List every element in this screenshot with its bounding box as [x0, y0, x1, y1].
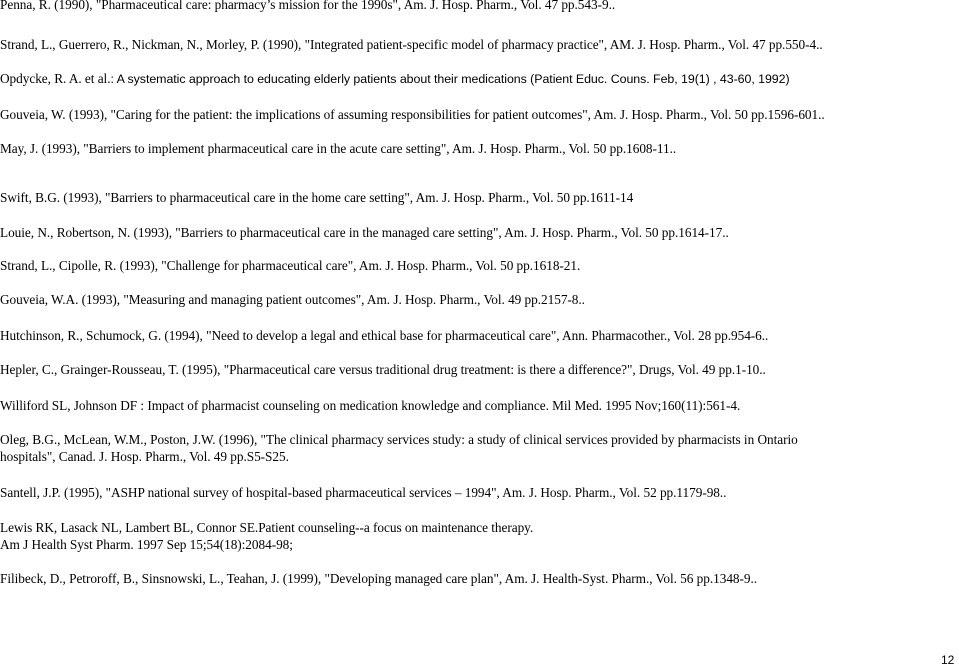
reference-louie-1993 [0, 225, 729, 241]
reference-text: Lewis RK, Lasack NL, Lambert BL, Connor SE.Patient counseling--a focus on maintenance therapy. [0, 520, 534, 535]
reference-opdycke-1992 [0, 71, 790, 87]
reference-text: Am J Health Syst Pharm. 1997 Sep 15;54(18):2084-98; [0, 537, 293, 552]
reference-text: : A systematic approach to educating elderly patients about their medications (Patient Educ. Couns. Feb, 19(1) , 43-60, 1992) [110, 72, 790, 86]
reference-text: Gouveia, W.A. (1993), "Measuring and managing patient outcomes", Am. J. Hosp. Pharm., Vol. 49 pp.2157-8.. [0, 292, 585, 307]
reference-text: Strand, L., Guerrero, R., Nickman, N., Morley, P. (1990), "Integrated patient-specific model of pharmacy practice", AM. J. Hosp. Pharm., Vol. 47 pp.550-4.. [0, 37, 823, 52]
reference-text: Williford SL, Johnson DF : Impact of pharmacist counseling on medication knowledge and compliance. Mil Med. 1995 Nov;160(11):561-4. [0, 398, 741, 413]
reference-hutchinson-1994 [0, 328, 768, 344]
reference-gouveia-1993a [0, 107, 825, 123]
reference-williford-1995 [0, 398, 740, 414]
reference-lewis-1997-line1 [0, 520, 533, 536]
reference-may-1993 [0, 141, 676, 157]
reference-oleg-1996-line2 [0, 449, 289, 465]
reference-text: Hepler, C., Grainger-Rousseau, T. (1995), "Pharmaceutical care versus traditional drug treatment: is there a difference?", Drugs, Vol. 49 pp.1-10.. [0, 362, 766, 377]
reference-filibeck-1999 [0, 571, 757, 587]
reference-text: Hutchinson, R., Schumock, G. (1994), "Need to develop a legal and ethical base for pharmaceutical care", Ann. Pharmacother., Vol. 28 pp.954-6.. [0, 328, 769, 343]
reference-text: Gouveia, W. (1993), "Caring for the patient: the implications of assuming responsibilities for patient outcomes", Am. J. Hosp. Pharm., Vol. 50 pp.1596-601.. [0, 107, 825, 122]
reference-text: Filibeck, D., Petroroff, B., Sinsnowski, L., Teahan, J. (1999), "Developing managed care plan", Am. J. Health-Syst. Pharm., Vol. 56 pp.1348-9.. [0, 571, 758, 586]
reference-text: Louie, N., Robertson, N. (1993), "Barriers to pharmaceutical care in the managed care setting", Am. J. Hosp. Pharm., Vol. 50 pp.1614-17.. [0, 225, 729, 240]
reference-text: Oleg, B.G., McLean, W.M., Poston, J.W. (1996), "The clinical pharmacy services study: a study of clinical services provided by pharmacists in Ontario [0, 432, 798, 447]
page-number: 12 [941, 653, 955, 667]
reference-lewis-1997-line2 [0, 537, 293, 553]
reference-text: Santell, J.P. (1995), "ASHP national survey of hospital-based pharmaceutical services – 1994", Am. J. Hosp. Pharm., Vol. 52 pp.1179-98.. [0, 485, 727, 500]
reference-swift-1993 [0, 190, 633, 206]
reference-strand-1993 [0, 258, 580, 274]
reference-hepler-1995 [0, 362, 766, 378]
reference-text: Penna, R. (1990), "Pharmaceutical care: pharmacy’s mission for the 1990s", Am. J. Hosp. Pharm., Vol. 47 pp.543-9.. [0, 0, 616, 12]
reference-gouveia-1993b [0, 292, 585, 308]
reference-author: Opdycke, R. A. et al. [0, 71, 111, 86]
reference-santell-1995 [0, 485, 726, 501]
reference-text: hospitals", Canad. J. Hosp. Pharm., Vol. 49 pp.S5-S25. [0, 449, 289, 464]
reference-text: Swift, B.G. (1993), "Barriers to pharmaceutical care in the home care setting", Am. J. Hosp. Pharm., Vol. 50 pp.1611-14 [0, 190, 634, 205]
reference-penna-1990 [0, 0, 615, 13]
reference-oleg-1996-line1 [0, 432, 798, 448]
reference-strand-1990 [0, 37, 823, 53]
reference-text: May, J. (1993), "Barriers to implement pharmaceutical care in the acute care setting", Am. J. Hosp. Pharm., Vol. 50 pp.1608-11.. [0, 141, 677, 156]
reference-text: Strand, L., Cipolle, R. (1993), "Challenge for pharmaceutical care", Am. J. Hosp. Pharm., Vol. 50 pp.1618-21. [0, 258, 581, 273]
